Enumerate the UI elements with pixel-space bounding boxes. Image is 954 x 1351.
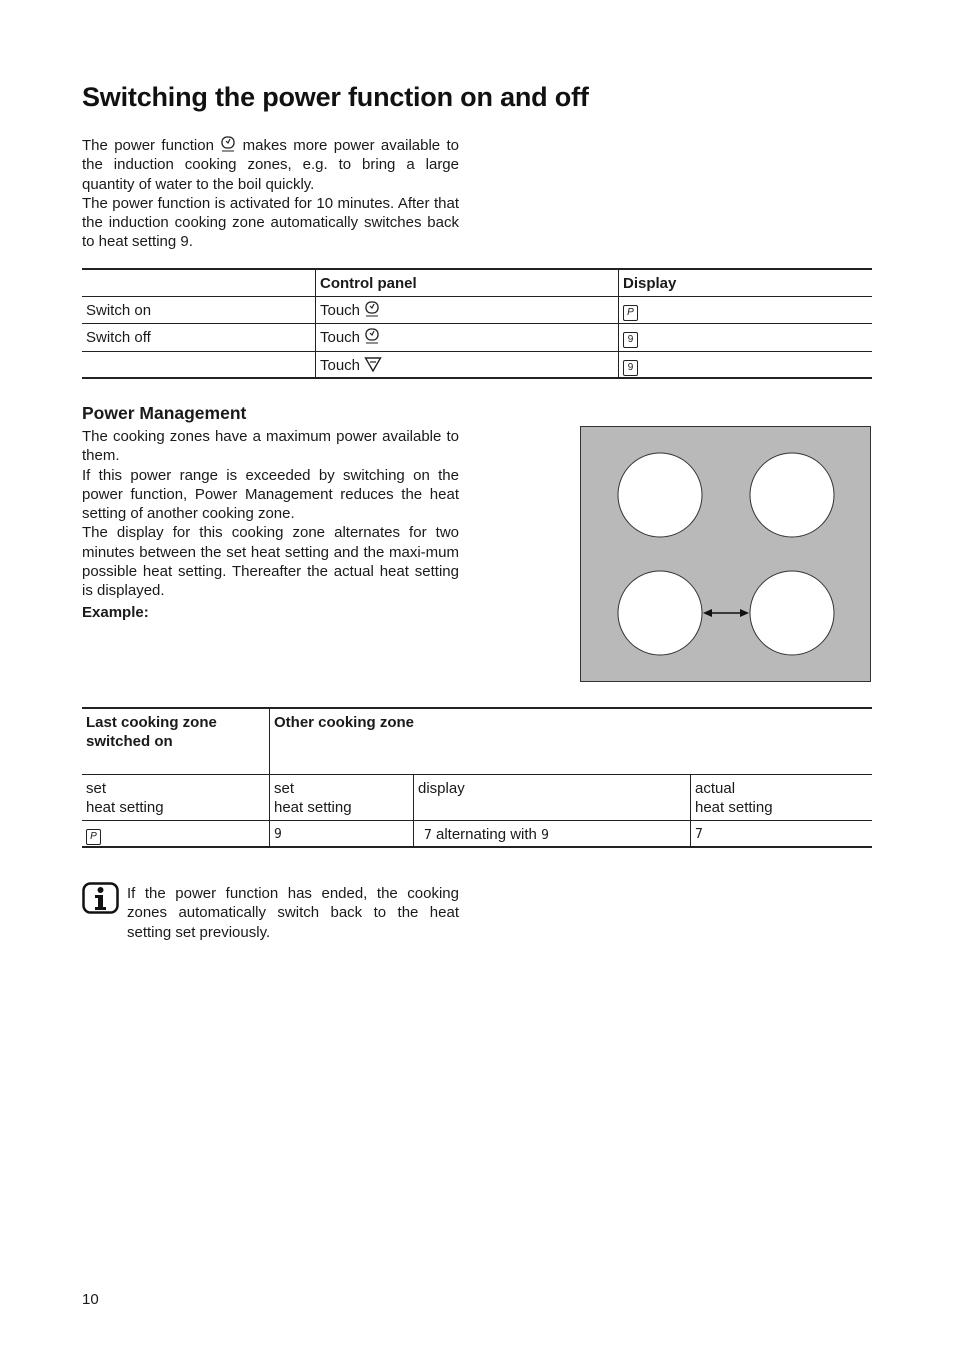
intro-paragraph-2: The power function is activated for 10 minutes. After that the induction cooking zone automatically switches back to heat setting 9. (82, 194, 459, 251)
table2-sub-actual: actual heat setting (691, 774, 873, 820)
table-row (82, 323, 872, 351)
page-number: 10 (82, 1291, 99, 1308)
table2-display-value: 7 alternating with 9 (414, 820, 691, 847)
minus-triangle-icon (364, 356, 382, 373)
table1-header-empty (82, 269, 316, 296)
display-symbol: 9 (623, 332, 638, 348)
table2-sub-last: set heat setting (86, 779, 164, 816)
example-label: Example: (82, 603, 149, 621)
intro-text-start: The power function (82, 137, 214, 154)
page-title: Switching the power function on and off (82, 82, 589, 112)
cooking-zone-rear-right (750, 571, 834, 655)
table-row (82, 351, 872, 378)
table2-actual-value: 7 (691, 820, 873, 847)
intro-text-end: makes more power available to the induction cooking zones, e.g. to bring a large quantity of water to the boil quickly. (82, 137, 460, 193)
section-heading: Power Management (82, 403, 247, 423)
booster-icon (364, 328, 380, 345)
table1-header-control: Control panel (316, 269, 619, 296)
display-symbol: 9 (623, 360, 638, 376)
double-arrow-icon (703, 609, 749, 617)
table2-header-other: Other cooking zone (270, 708, 873, 774)
table1-display (619, 296, 873, 323)
table2-sub-display: display (414, 774, 691, 820)
display-symbol: P (623, 305, 638, 321)
table1-control: Touch (316, 323, 619, 351)
power-management-text: The cooking zones have a maximum power available to them. If this power range is exceeded by switching on the power function, Power Management reduces the heat setting of another cooking zone. The display for this cooking zone alternates for two minutes between the set heat setting and the maxi-mum possible heat setting. Thereafter the actual heat setting is displayed. Example: (82, 428, 459, 621)
table1-action (82, 351, 316, 378)
table1-header-display: Display (619, 269, 873, 296)
info-icon (82, 882, 119, 914)
table2-header-last: Last cooking zone switched on (86, 714, 217, 750)
table1-control: Touch (316, 296, 619, 323)
table2-sub-set: set heat setting (270, 774, 414, 820)
table1-action: Switch off (86, 328, 151, 346)
table2-set-value: 9 (270, 820, 414, 847)
cooking-zone-front-right (750, 453, 834, 537)
display-symbol: P (86, 829, 101, 845)
table1-action: Switch on (86, 301, 152, 319)
booster-icon (220, 136, 236, 153)
table1-display (619, 323, 873, 351)
table2-last-value (82, 820, 270, 847)
cooktop-diagram (580, 426, 871, 682)
table-row (82, 296, 872, 323)
intro-text (82, 136, 459, 252)
table1-control: Touch (316, 351, 619, 378)
cooking-zone-rear-left (618, 571, 702, 655)
table1-display (619, 351, 873, 378)
cooktop-zones (581, 427, 870, 681)
power-management-table (82, 707, 872, 848)
info-note: If the power function has ended, the cooking zones automatically switch back to the heat setting set previously. (127, 885, 459, 941)
booster-icon (364, 301, 380, 318)
table-row (82, 820, 872, 847)
cooking-zone-front-left (618, 453, 702, 537)
power-switch-table (82, 268, 872, 379)
